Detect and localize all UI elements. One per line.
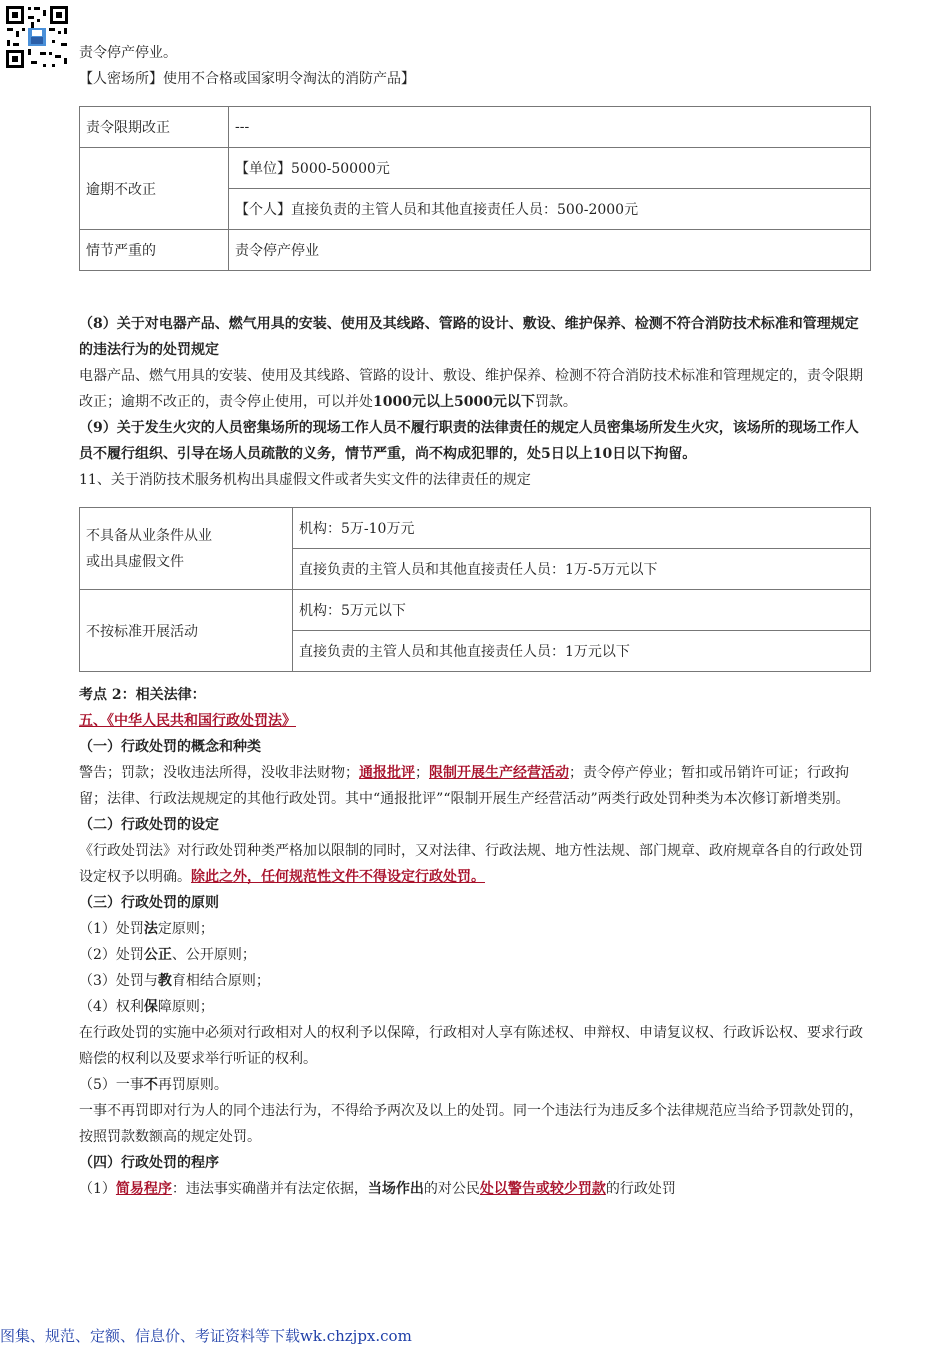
text: 障原则； — [157, 999, 214, 1015]
text: （4）权利 — [79, 999, 144, 1015]
paragraph: 在行政处罚的实施中必须对行政相对人的权利予以保障，行政相对人享有陈述权、申辩权、申请复议权、行政诉讼权、要求行政赔偿的权利以及要求举行听证的权利。 — [79, 1025, 863, 1067]
highlight: 限制开展生产经营活动 — [429, 765, 569, 781]
paragraph — [79, 363, 871, 415]
text: 公正 — [143, 947, 172, 963]
text: ：违法事实确凿并有法定依据， — [171, 1181, 368, 1197]
text: 的行政处罚 — [605, 1181, 676, 1197]
table-cell: 机构：5万元以下 — [293, 590, 871, 631]
table-cell: 机构：5万-10万元 — [293, 508, 871, 549]
paragraph — [79, 838, 871, 890]
list-item — [79, 1176, 871, 1202]
text: 法 — [143, 921, 158, 937]
text: 定原则； — [157, 921, 214, 937]
qr-code-icon — [4, 4, 70, 70]
section-heading: （二）行政处罚的设定 — [79, 817, 219, 833]
penalty-table-1 — [79, 106, 871, 271]
penalty-table-2 — [79, 507, 871, 672]
list-item — [79, 968, 871, 994]
highlight: 除此之外，任何规范性文件不得设定行政处罚。 — [191, 869, 485, 885]
text: 不 — [143, 1077, 158, 1093]
text: 1000元以上5000元以下 — [373, 394, 535, 410]
table-row — [80, 148, 871, 189]
section-heading: 11、关于消防技术服务机构出具虚假文件或者失实文件的法律责任的规定 — [79, 472, 531, 488]
table-row — [80, 107, 871, 148]
table-cell: 直接负责的主管人员和其他直接责任人员：1万-5万元以下 — [293, 549, 871, 590]
law-title: 五、《中华人民共和国行政处罚法》 — [79, 713, 296, 729]
text: ；责令停产停业；暂扣或吊销许可证；行政拘留；法律、行政法规规定的其他行政处罚。其中“通报批评”“限制开展生产经营活动”两类行政处罚种类为本次修订新增类别。 — [79, 765, 850, 807]
highlight: 简易程序 — [115, 1181, 172, 1197]
text: 罚款。 — [534, 394, 577, 410]
text-line: 【人密场所】使用不合格或国家明令淘汰的消防产品】 — [79, 71, 415, 87]
text: 保 — [143, 999, 158, 1015]
section-heading: （8）关于对电器产品、燃气用具的安装、使用及其线路、管路的设计、敷设、维护保养、检测不符合消防技术标准和管理规定的违法行为的处罚规定 — [79, 316, 859, 358]
text: （1）处罚 — [79, 921, 144, 937]
table-row — [80, 590, 871, 631]
text: 警告；罚款；没收违法所得，没收非法财物； — [79, 765, 359, 781]
section-heading: （9）关于发生火灾的人员密集场所的现场工作人员不履行职责的法律责任的规定人员密集场所发生火灾，该场所的现场工作人员不履行组织、引导在场人员疏散的义务，情节严重，尚不构成犯罪的，处5日以上10日以下拘留。 — [79, 420, 859, 462]
text: 育相结合原则； — [171, 973, 270, 989]
table-cell: 【单位】5000-50000元 — [229, 148, 871, 189]
text: （2）处罚 — [79, 947, 144, 963]
highlight: 通报批评 — [359, 765, 415, 781]
text: 《行政处罚法》对行政处罚种类严格加以限制的同时，又对法律、行政法规、地方性法规、部门规章、政府规章各自的行政处罚设定权予以明确。 — [79, 843, 863, 885]
table-cell: 责令停产停业 — [229, 230, 871, 271]
list-item — [79, 916, 871, 942]
text: （3）处罚与 — [79, 973, 158, 989]
text: （1） — [79, 1181, 116, 1197]
text: 再罚原则。 — [157, 1077, 228, 1093]
section-heading: （一）行政处罚的概念和种类 — [79, 739, 261, 755]
text-line: 责令停产停业。 — [79, 45, 177, 61]
section-heading: 考点 2：相关法律： — [79, 687, 206, 703]
document-body — [79, 40, 871, 1202]
section-heading: （三）行政处罚的原则 — [79, 895, 219, 911]
table-row — [80, 508, 871, 549]
text: 不具备从业条件从业 — [86, 527, 212, 544]
table-cell: 【个人】直接负责的主管人员和其他直接责任人员：500-2000元 — [229, 189, 871, 230]
text: ； — [415, 765, 429, 781]
text: 当场作出 — [367, 1181, 424, 1197]
table-cell: 责令限期改正 — [80, 107, 229, 148]
section-heading: （四）行政处罚的程序 — [79, 1155, 219, 1171]
text: 教 — [157, 973, 172, 989]
table-cell: 不按标准开展活动 — [80, 590, 293, 672]
list-item — [79, 1072, 871, 1098]
footer-link[interactable]: 图集、规范、定额、信息价、考证资料等下载wk.chzjpx.com — [0, 1327, 412, 1345]
paragraph — [79, 760, 871, 812]
highlight: 处以警告或较少罚款 — [479, 1181, 606, 1197]
list-item — [79, 942, 871, 968]
table-cell: 直接负责的主管人员和其他直接责任人员：1万元以下 — [293, 631, 871, 672]
table-cell: --- — [229, 107, 871, 148]
paragraph: 一事不再罚即对行为人的同个违法行为，不得给予两次及以上的处罚。同一个违法行为违反多个法律规范应当给予罚款处罚的，按照罚款数额高的规定处罚。 — [79, 1103, 863, 1145]
table-row — [80, 230, 871, 271]
text: （5）一事 — [79, 1077, 144, 1093]
table-cell: 情节严重的 — [80, 230, 229, 271]
table-cell — [80, 508, 293, 590]
text: 电器产品、燃气用具的安装、使用及其线路、管路的设计、敷设、维护保养、检测不符合消防技术标准和管理规定的，责令限期改正；逾期不改正的，责令停止使用，可以并处 — [79, 368, 863, 410]
text: 或出具虚假文件 — [86, 553, 184, 570]
text: 、公开原则； — [171, 947, 256, 963]
text: 的对公民 — [423, 1181, 480, 1197]
list-item — [79, 994, 871, 1020]
table-cell: 逾期不改正 — [80, 148, 229, 230]
